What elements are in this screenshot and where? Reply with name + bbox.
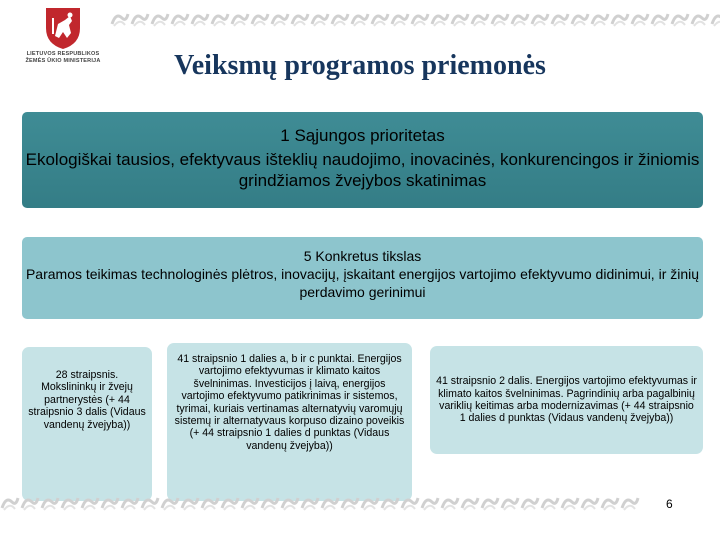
- measure-card-article-28: [22, 347, 152, 501]
- ministry-name-line2: ŽEMĖS ŪKIO MINISTERIJA: [25, 58, 101, 64]
- ministry-logo: [18, 6, 108, 72]
- ministry-name-line1: LIETUVOS RESPUBLIKOS: [26, 51, 100, 57]
- bottom-ornament-band: [0, 492, 640, 514]
- measure-card-article-41-1: [167, 343, 412, 501]
- priority-heading: 1 Sąjungos prioritetas: [280, 126, 445, 145]
- measure-card-text: 28 straipsnis. Mokslininkų ir žvejų partnerystės (+ 44 straipsnio 3 dalis (Vidaus vandenų žvejyba)): [28, 369, 146, 431]
- priority-text: Ekologiškai tausios, efektyvaus išteklių naudojimo, inovacinės, konkurencingos ir žiniomis grindžiamos žvejybos skatinimas: [25, 150, 700, 190]
- objective-text: Paramos teikimas technologinės plėtros, inovacijų, įskaitant energijos vartojimo efektyvumo didinimui, ir žinių perdavimo gerinimui: [25, 266, 700, 300]
- page-number: 6: [666, 497, 673, 511]
- ministry-name: [18, 51, 108, 65]
- priority-box: [22, 112, 703, 208]
- objective-heading: 5 Konkretus tikslas: [303, 248, 422, 264]
- page-title: Veiksmų programos priemonės: [174, 50, 546, 81]
- measure-card-text: 41 straipsnio 1 dalies a, b ir c punktai. Energijos vartojimo efektyvumas ir klimato kaitos švelninimas. Investicijos į laivą, energijos vartojimo efektyvumo patikrinimas ir sistemos, tyrimai, kuriais vertinamas alternatyvių varomųjų sistemų ir alternatyvaus korpuso dizaino poveikis (+ 44 straipsnio 1 dalies d punktas (Vidaus vandenų žvejyba)): [174, 353, 405, 452]
- measure-card-article-41-2: [430, 346, 703, 454]
- objective-box: [22, 237, 703, 319]
- top-ornament-band: [110, 8, 720, 30]
- coat-of-arms-icon: [43, 6, 83, 50]
- measure-card-text: 41 straipsnio 2 dalis. Energijos vartojimo efektyvumas ir klimato kaitos švelninimas. Pagrindinių arba pagalbinių variklių keitimas arba modernizavimas (+ 44 straipsnio 1 dalies d punktas (Vidaus vandenų žvejyba)): [436, 375, 697, 425]
